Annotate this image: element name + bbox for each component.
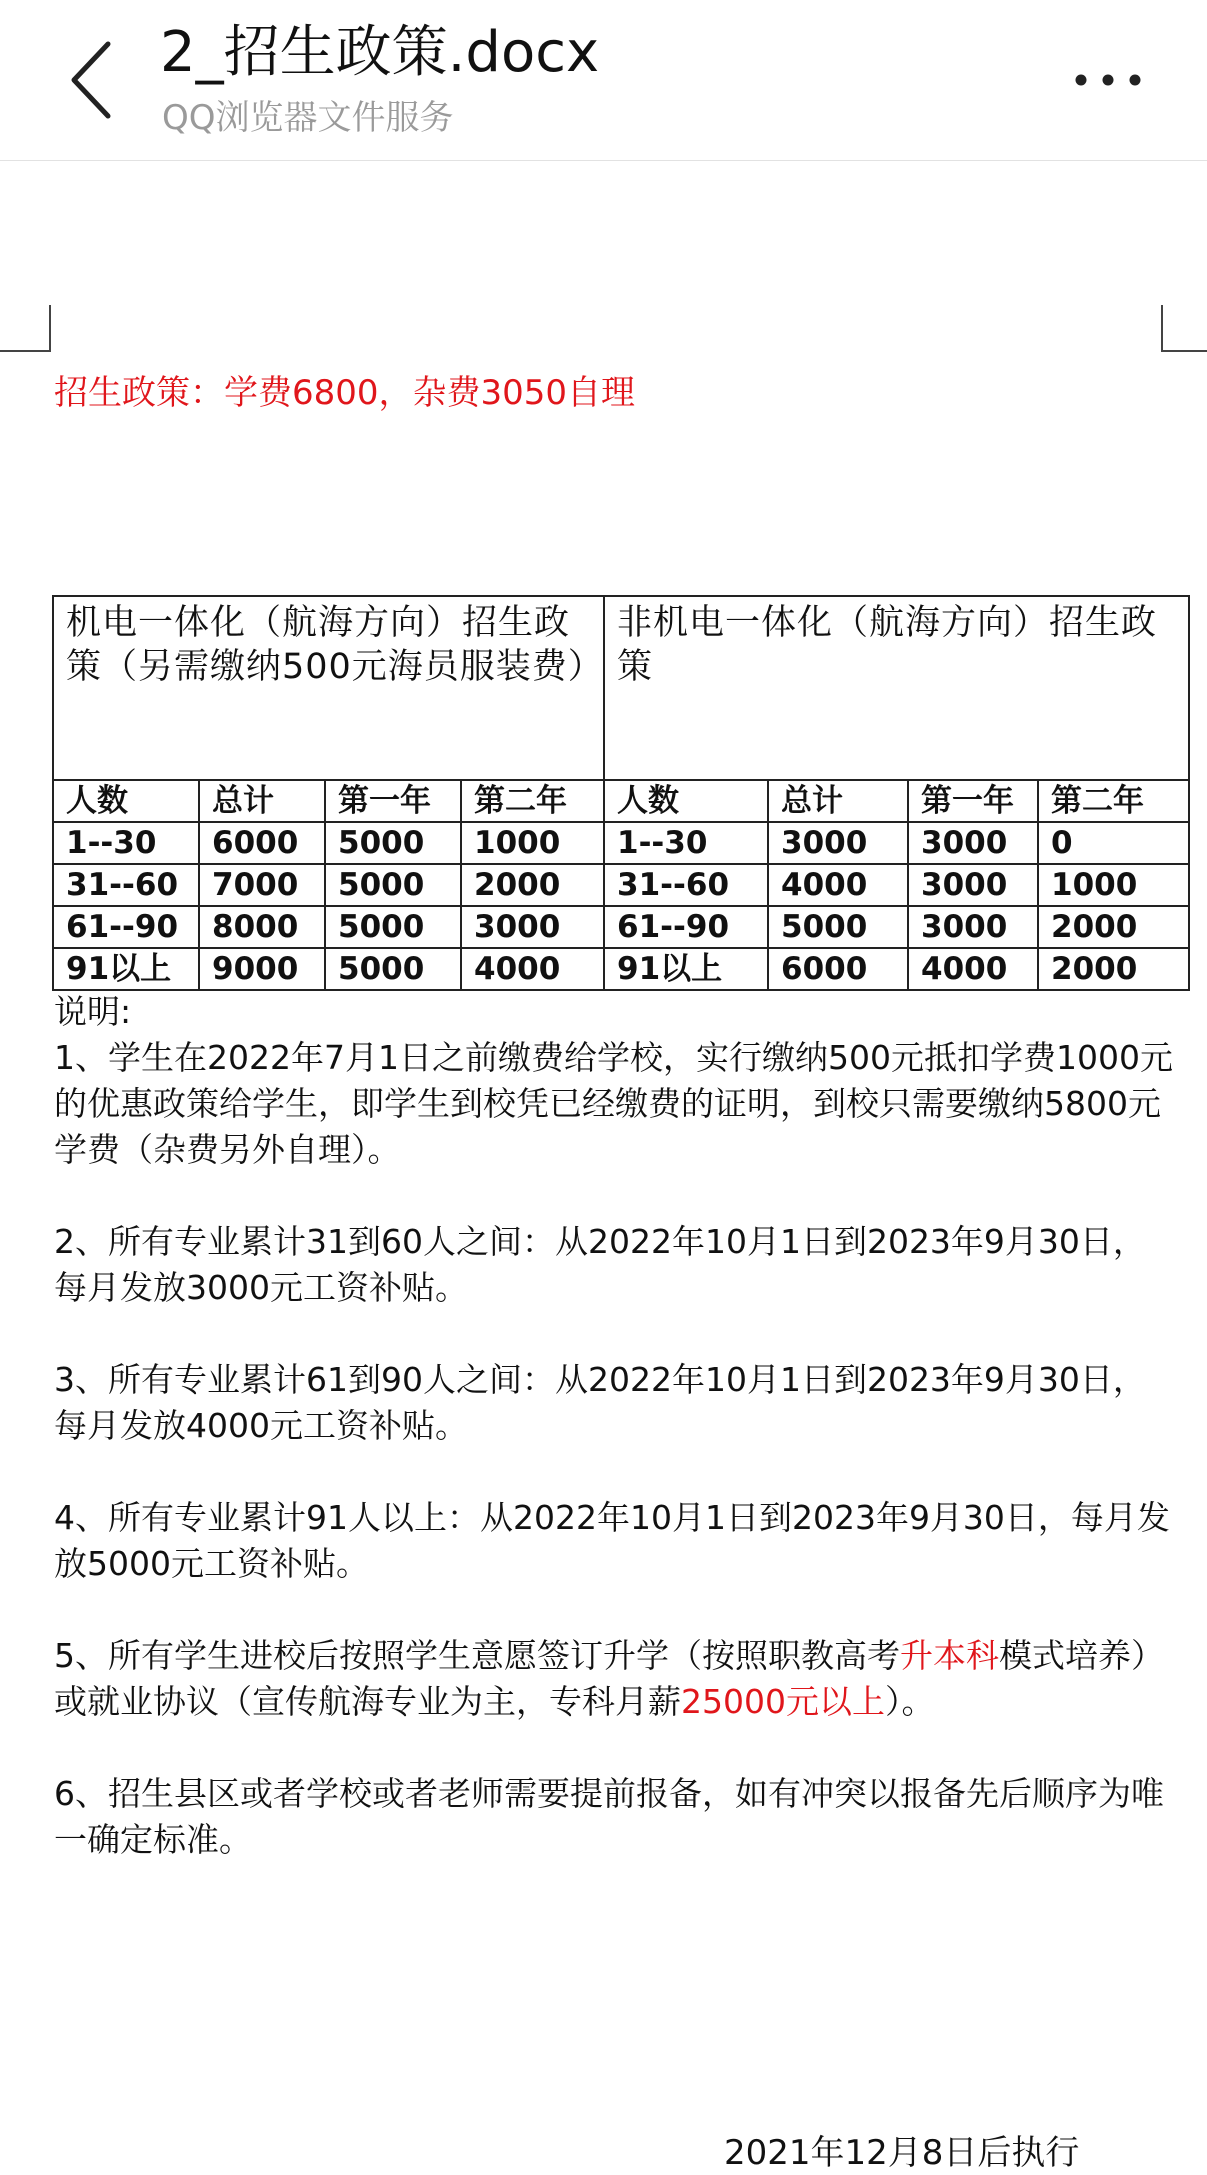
- note-5-highlight-upgrade: 升本科: [900, 1636, 999, 1675]
- note-item-5: [54, 1633, 1174, 1725]
- note-item-1: 1、学生在2022年7月1日之前缴费给学校，实行缴纳500元抵扣学费1000元的优惠政策给学生，即学生到校凭已经缴费的证明，到校只需要缴纳5800元学费（杂费另外自理）。: [54, 1038, 1173, 1169]
- table-cell: 31--60: [53, 864, 199, 906]
- table-cell: 9000: [199, 948, 325, 990]
- effective-date: 2021年12月8日后执行: [724, 2133, 1080, 2173]
- notes-section: [54, 989, 1174, 1909]
- table-cell: 4000: [461, 948, 604, 990]
- crop-mark-right: [1158, 305, 1207, 365]
- table-cell: 91以上: [53, 948, 199, 990]
- note-item-6: 6、招生县区或者学校或者老师需要提前报备，如有冲突以报备先后顺序为唯一确定标准。: [54, 1774, 1164, 1859]
- crop-mark-left: [0, 305, 56, 365]
- column-header: 总计: [768, 780, 908, 822]
- service-subtitle: QQ浏览器文件服务: [162, 98, 454, 138]
- table-cell: 1--30: [604, 822, 768, 864]
- table-cell: 1000: [1038, 864, 1189, 906]
- column-header: 总计: [199, 780, 325, 822]
- table-cell: 6000: [768, 948, 908, 990]
- table-row: [53, 822, 1189, 864]
- table-cell: 5000: [325, 948, 461, 990]
- notes-label: 说明:: [54, 992, 132, 1031]
- fee-table: [52, 595, 1190, 991]
- table-row: [53, 864, 1189, 906]
- table-cell: 5000: [325, 864, 461, 906]
- table-cell: 8000: [199, 906, 325, 948]
- back-button[interactable]: [62, 38, 132, 122]
- table-cell: 4000: [908, 948, 1038, 990]
- table-cell: 4000: [768, 864, 908, 906]
- table-row: [53, 948, 1189, 990]
- note-5-text-b: 模式培养）或就业协议（宣传航海专业为主，专科月薪: [54, 1636, 1164, 1721]
- note-5-highlight-salary: 25000元以上: [681, 1682, 885, 1721]
- table-cell: 5000: [768, 906, 908, 948]
- table-cell: 3000: [768, 822, 908, 864]
- table-group-header-row: [53, 596, 1189, 780]
- column-header: 人数: [53, 780, 199, 822]
- table-cell: 1--30: [53, 822, 199, 864]
- table-cell: 7000: [199, 864, 325, 906]
- note-5-text-a: 5、所有学生进校后按照学生意愿签订升学（按照职教高考: [54, 1636, 900, 1675]
- table-cell: 91以上: [604, 948, 768, 990]
- table-cell: 61--90: [604, 906, 768, 948]
- note-item-2: 2、所有专业累计31到60人之间：从2022年10月1日到2023年9月30日，每月发放3000元工资补贴。: [54, 1222, 1146, 1307]
- table-cell: 3000: [908, 864, 1038, 906]
- policy-headline: 招生政策：学费6800，杂费3050自理: [54, 373, 636, 413]
- table-cell: 2000: [1038, 948, 1189, 990]
- note-5-text-c: ）。: [884, 1682, 935, 1721]
- table-row: [53, 906, 1189, 948]
- more-dots-icon: [1071, 60, 1145, 100]
- table-cell: 5000: [325, 822, 461, 864]
- table-cell: 3000: [908, 906, 1038, 948]
- table-cell: 1000: [461, 822, 604, 864]
- table-cell: 61--90: [53, 906, 199, 948]
- table-cell: 2000: [461, 864, 604, 906]
- document-title: 2_招生政策.docx: [160, 20, 600, 85]
- chevron-left-icon: [62, 38, 132, 122]
- column-header: 第一年: [908, 780, 1038, 822]
- app-header: [0, 0, 1207, 161]
- group-header-non-mechatronics: 非机电一体化（航海方向）招生政策: [604, 596, 1189, 780]
- table-cell: 3000: [461, 906, 604, 948]
- table-cell: 2000: [1038, 906, 1189, 948]
- table-cell: 5000: [325, 906, 461, 948]
- note-item-4: 4、所有专业累计91人以上：从2022年10月1日到2023年9月30日，每月发放5000元工资补贴。: [54, 1498, 1170, 1583]
- table-cell: 0: [1038, 822, 1189, 864]
- more-options-button[interactable]: [1071, 60, 1145, 100]
- table-column-header-row: [53, 780, 1189, 822]
- column-header: 第二年: [1038, 780, 1189, 822]
- table-cell: 6000: [199, 822, 325, 864]
- column-header: 人数: [604, 780, 768, 822]
- column-header: 第一年: [325, 780, 461, 822]
- table-cell: 3000: [908, 822, 1038, 864]
- column-header: 第二年: [461, 780, 604, 822]
- table-cell: 31--60: [604, 864, 768, 906]
- note-item-3: 3、所有专业累计61到90人之间：从2022年10月1日到2023年9月30日，每月发放4000元工资补贴。: [54, 1360, 1146, 1445]
- group-header-mechatronics: 机电一体化（航海方向）招生政策（另需缴纳500元海员服装费）: [53, 596, 604, 780]
